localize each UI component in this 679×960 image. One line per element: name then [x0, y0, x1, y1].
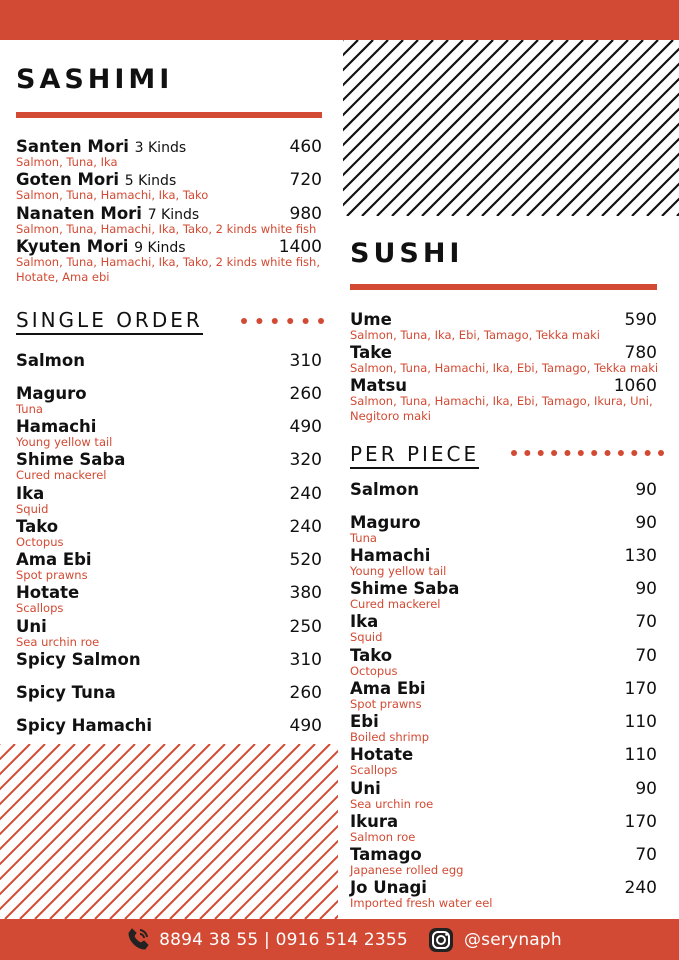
menu-item	[16, 484, 322, 516]
single-order-dots	[240, 317, 325, 325]
item-name	[350, 745, 413, 765]
item-price: 260	[289, 384, 322, 404]
item-name-text: Ama Ebi	[350, 679, 426, 698]
menu-item	[350, 679, 657, 711]
menu-item	[350, 646, 657, 678]
item-name-text: Matsu	[350, 376, 408, 395]
item-price: 90	[635, 513, 657, 533]
menu-item	[16, 683, 322, 703]
item-name-text: Shime Saba	[350, 579, 460, 598]
item-name	[16, 550, 92, 570]
per-piece-dots	[510, 449, 665, 457]
item-name	[350, 646, 392, 666]
black-hatch-decoration	[343, 40, 679, 216]
top-banner	[0, 0, 679, 40]
item-name	[350, 679, 426, 699]
item-name	[350, 546, 430, 566]
item-price: 460	[289, 137, 322, 157]
item-price: 310	[289, 650, 322, 670]
item-description: Spot prawns	[16, 568, 88, 582]
menu-item	[350, 546, 657, 578]
item-description: Salmon, Tuna, Hamachi, Ika, Tako, 2 kinds white fish	[16, 222, 317, 236]
item-price: 380	[289, 583, 322, 603]
item-price: 240	[289, 517, 322, 537]
item-price: 590	[624, 310, 657, 330]
item-price: 90	[635, 480, 657, 500]
menu-item	[350, 745, 657, 777]
item-description: Cured mackerel	[16, 468, 107, 482]
item-name-text: Maguro	[350, 513, 421, 532]
menu-item	[350, 845, 657, 877]
item-price: 70	[635, 646, 657, 666]
phone-icon	[125, 927, 151, 953]
item-name-text: Shime Saba	[16, 450, 126, 469]
menu-item	[16, 170, 322, 202]
item-name	[16, 351, 85, 371]
item-name-text: Spicy Hamachi	[16, 716, 153, 735]
per-piece-heading: PER PIECE	[350, 442, 479, 469]
menu-item	[350, 779, 657, 811]
item-description: Sea urchin roe	[16, 635, 100, 649]
item-description: Salmon, Tuna, Hamachi, Ika, Ebi, Tamago, Ikura, Uni, Negitoro maki	[350, 394, 653, 423]
item-name-text: Salmon	[16, 351, 85, 370]
item-description: Salmon, Tuna, Ika, Ebi, Tamago, Tekka maki	[350, 328, 601, 342]
menu-item	[16, 450, 322, 482]
sashimi-rule	[16, 112, 322, 118]
item-description: Young yellow tail	[350, 564, 447, 578]
red-hatch-decoration	[0, 744, 338, 919]
item-name-text: Ama Ebi	[16, 550, 92, 569]
item-name-text: Take	[350, 343, 392, 362]
item-name	[16, 583, 79, 603]
item-description: Salmon, Tuna, Hamachi, Ika, Ebi, Tamago, Tekka maki	[350, 361, 659, 375]
item-name-text: Uni	[350, 779, 381, 798]
item-name-text: Ebi	[350, 712, 379, 731]
item-name-text: Spicy Tuna	[16, 683, 116, 702]
item-price: 130	[624, 546, 657, 566]
menu-item	[16, 351, 322, 371]
item-name	[16, 617, 47, 637]
item-name	[350, 845, 422, 865]
item-name	[350, 612, 378, 632]
item-price: 250	[289, 617, 322, 637]
item-price: 1060	[613, 376, 657, 396]
item-name	[16, 417, 96, 437]
item-description: Salmon, Tuna, Hamachi, Ika, Tako	[16, 188, 209, 202]
item-description: Tuna	[16, 402, 43, 416]
item-name-text: Maguro	[16, 384, 87, 403]
item-description: Sea urchin roe	[350, 797, 434, 811]
item-name	[350, 513, 421, 533]
item-price: 310	[289, 351, 322, 371]
item-price: 320	[289, 450, 322, 470]
item-name-text: Ikura	[350, 812, 399, 831]
menu-item	[16, 237, 322, 284]
menu-item	[350, 812, 657, 844]
item-description: Spot prawns	[350, 697, 422, 711]
item-name	[350, 343, 392, 363]
item-price: 240	[624, 878, 657, 898]
item-name	[350, 712, 379, 732]
item-price: 70	[635, 845, 657, 865]
item-description: Boiled shrimp	[350, 730, 430, 744]
item-price: 980	[289, 204, 322, 224]
sushi-rule	[350, 284, 657, 290]
item-kinds: 9 Kinds	[134, 240, 186, 256]
item-name	[350, 878, 427, 898]
menu-item	[350, 513, 657, 545]
instagram-handle: @serynaph	[463, 929, 562, 950]
item-kinds: 3 Kinds	[134, 140, 187, 156]
item-description: Tuna	[350, 531, 377, 545]
item-price: 110	[624, 745, 657, 765]
menu-item	[16, 417, 322, 449]
footer-bar	[0, 919, 679, 960]
item-price: 520	[289, 550, 322, 570]
menu-item	[350, 712, 657, 744]
item-name-text: Tamago	[350, 845, 422, 864]
item-name-text: Nanaten Mori	[16, 204, 142, 223]
item-name-text: Ume	[350, 310, 392, 329]
item-description: Squid	[16, 502, 49, 516]
item-name	[350, 310, 392, 330]
menu-item	[16, 384, 322, 416]
item-name-text: Tako	[350, 646, 393, 665]
item-name	[350, 579, 459, 599]
item-name	[16, 450, 125, 470]
item-price: 240	[289, 484, 322, 504]
item-price: 720	[289, 170, 322, 190]
instagram-icon	[428, 927, 454, 953]
item-price: 490	[289, 716, 322, 736]
item-name	[350, 480, 419, 500]
sushi-heading: SUSHI	[350, 238, 464, 269]
item-kinds: 7 Kinds	[147, 207, 200, 223]
menu-item	[16, 650, 322, 670]
item-name-text: Hotate	[350, 745, 414, 764]
menu-item	[350, 310, 657, 342]
menu-item	[350, 612, 657, 644]
item-name-text: Ika	[16, 484, 45, 503]
item-name	[350, 779, 381, 799]
single-order-heading: SINGLE ORDER	[16, 308, 203, 335]
menu-item	[16, 583, 322, 615]
item-price: 490	[289, 417, 322, 437]
menu-item	[16, 550, 322, 582]
item-description: Cured mackerel	[350, 597, 441, 611]
menu-item	[350, 343, 659, 375]
item-price: 1400	[278, 237, 322, 257]
menu-item	[16, 204, 322, 236]
item-name-text: Hamachi	[350, 546, 431, 565]
menu-item	[350, 480, 657, 500]
item-name	[350, 812, 398, 832]
item-name	[16, 683, 116, 703]
item-name	[16, 384, 87, 404]
item-name-text: Goten Mori	[16, 170, 119, 189]
item-price: 260	[289, 683, 322, 703]
item-description: Imported fresh water eel	[350, 896, 493, 910]
menu-item	[16, 617, 322, 649]
item-description: Salmon roe	[350, 830, 416, 844]
item-name-text: Tako	[16, 517, 59, 536]
sashimi-heading: SASHIMI	[16, 64, 174, 95]
item-price: 70	[635, 612, 657, 632]
item-description: Salmon, Tuna, Ika	[16, 155, 118, 169]
item-name-text: Spicy Salmon	[16, 650, 141, 669]
item-kinds: 5 Kinds	[124, 173, 177, 189]
item-price: 90	[635, 779, 657, 799]
item-name-text: Uni	[16, 617, 47, 636]
item-name-text: Salmon	[350, 480, 419, 499]
item-price: 90	[635, 579, 657, 599]
item-description: Octopus	[16, 535, 64, 549]
item-price: 170	[624, 812, 657, 832]
menu-item	[16, 517, 322, 549]
item-name-text: Hotate	[16, 583, 80, 602]
item-name-text: Hamachi	[16, 417, 97, 436]
item-description: Japanese rolled egg	[350, 863, 464, 877]
item-description: Salmon, Tuna, Hamachi, Ika, Tako, 2 kinds white fish, Hotate, Ama ebi	[16, 255, 320, 284]
item-price: 170	[624, 679, 657, 699]
item-name-text: Kyuten Mori	[16, 237, 129, 256]
item-name	[350, 376, 407, 396]
item-name	[16, 517, 58, 537]
item-description: Young yellow tail	[16, 435, 113, 449]
item-description: Octopus	[350, 664, 398, 678]
menu-item	[16, 137, 322, 169]
menu-item	[350, 376, 657, 423]
phone-numbers: 8894 38 55 | 0916 514 2355	[159, 929, 408, 950]
item-name	[16, 484, 44, 504]
item-description: Scallops	[16, 601, 64, 615]
item-name-text: Ika	[350, 612, 379, 631]
item-name	[16, 650, 141, 670]
menu-item	[350, 878, 657, 910]
item-name-text: Jo Unagi	[350, 878, 427, 897]
item-description: Squid	[350, 630, 383, 644]
item-description: Scallops	[350, 763, 398, 777]
item-name	[16, 716, 152, 736]
item-price: 110	[624, 712, 657, 732]
item-price: 780	[624, 343, 657, 363]
menu-item	[16, 716, 322, 736]
menu-item	[350, 579, 657, 611]
item-name-text: Santen Mori	[16, 137, 129, 156]
